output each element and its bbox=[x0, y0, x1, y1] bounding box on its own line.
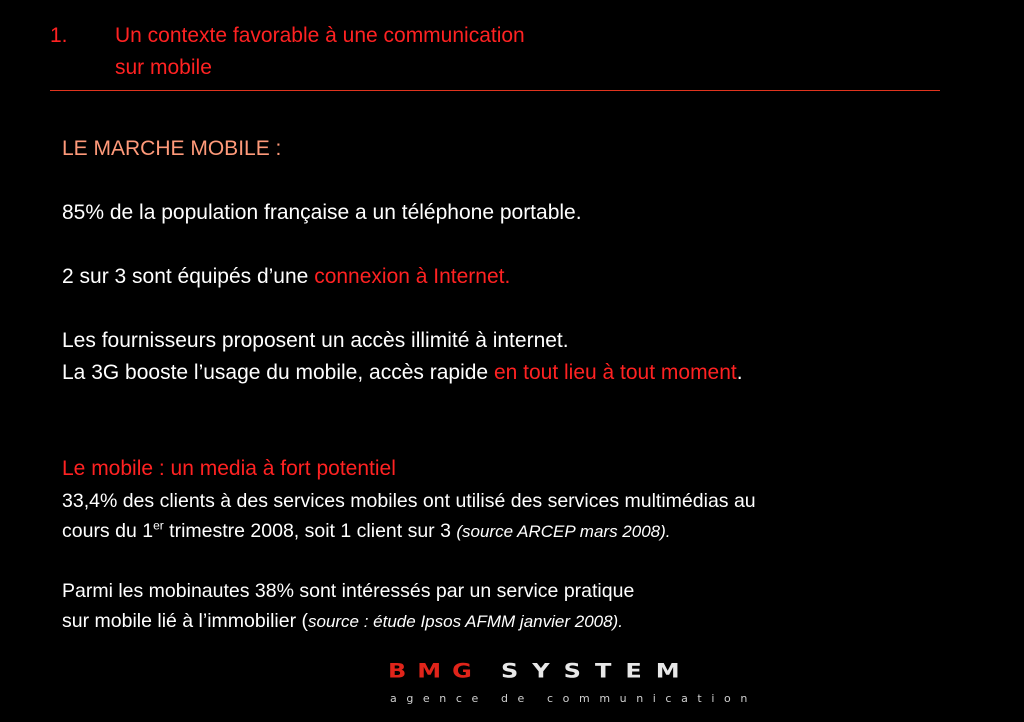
multimedia-source: (source ARCEP mars 2008). bbox=[456, 522, 671, 541]
mobinautes-source: source : étude Ipsos AFMM janvier 2008). bbox=[307, 612, 623, 631]
3g-text: La 3G booste l’usage du mobile, accès rapide bbox=[62, 361, 494, 384]
bmg-system-logo bbox=[388, 660, 757, 710]
title-line-2: sur mobile bbox=[115, 56, 212, 79]
stat-internet-connection bbox=[62, 261, 510, 293]
logo-bmg: BMG bbox=[388, 660, 483, 683]
mobinautes-text: sur mobile lié à l’immobilier ( bbox=[62, 610, 308, 632]
stat-internet-highlight: connexion à Internet. bbox=[314, 265, 511, 288]
multimedia-stat-text-a: cours du 1 bbox=[62, 520, 154, 542]
section-heading: LE MARCHE MOBILE : bbox=[62, 137, 282, 160]
unlimited-access-line: Les fournisseurs proposent un accès illimité à internet. bbox=[62, 329, 569, 352]
mobinautes-line-1: Parmi les mobinautes 38% sont intéressés par un service pratique bbox=[62, 580, 635, 602]
multimedia-stat-text-b: trimestre 2008, soit 1 client sur 3 bbox=[163, 520, 457, 542]
3g-end: . bbox=[736, 361, 743, 384]
title-number: 1. bbox=[50, 24, 68, 47]
3g-line bbox=[62, 357, 743, 389]
ordinal-superscript: er bbox=[153, 518, 164, 533]
3g-highlight: en tout lieu à tout moment bbox=[493, 361, 737, 384]
multimedia-stat-line-2 bbox=[62, 515, 671, 548]
stat-phone-ownership: 85% de la population française a un téléphone portable. bbox=[62, 201, 582, 224]
multimedia-stat-line-1: 33,4% des clients à des services mobiles ont utilisé des services multimédias au bbox=[62, 490, 756, 512]
mobinautes-line-2 bbox=[62, 605, 623, 638]
logo-tagline: agence de communication bbox=[390, 692, 757, 705]
logo-system: SYSTEM bbox=[501, 660, 694, 683]
title-line-1: Un contexte favorable à une communication bbox=[115, 24, 525, 47]
stat-internet-text: 2 sur 3 sont équipés d’une bbox=[62, 265, 315, 288]
title-divider bbox=[50, 90, 940, 91]
media-subheading: Le mobile : un media à fort potentiel bbox=[62, 457, 396, 480]
